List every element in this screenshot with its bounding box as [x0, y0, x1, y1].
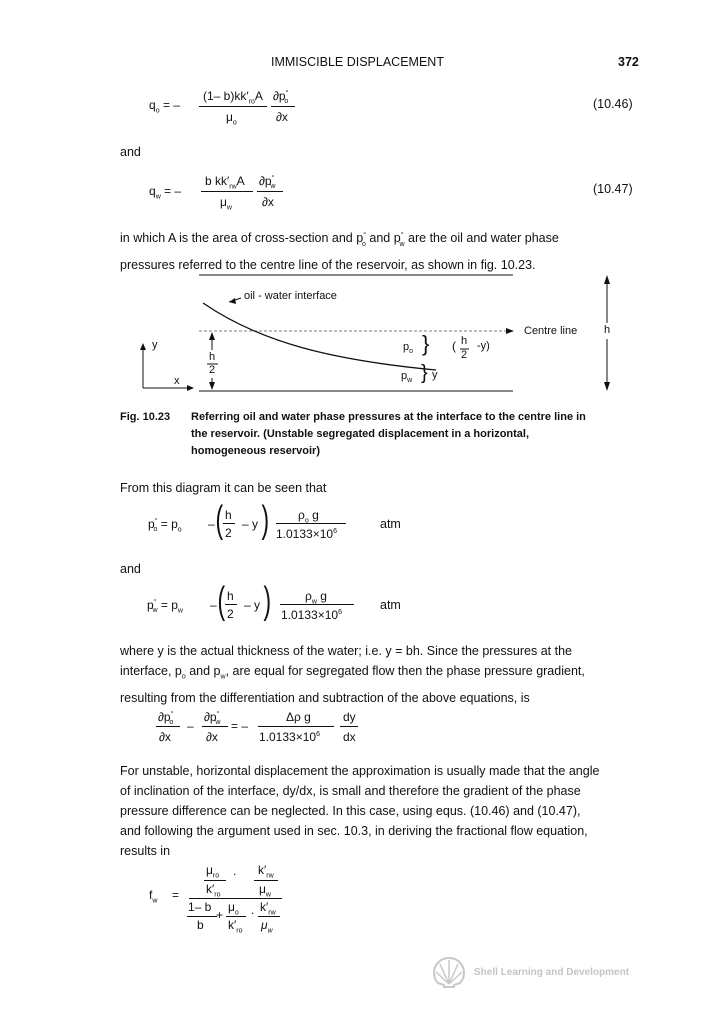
running-header: IMMISCIBLE DISPLACEMENT — [271, 55, 444, 69]
figure-10-23 — [0, 0, 723, 420]
paragraph-diagram-intro: From this diagram it can be seen that — [120, 481, 327, 495]
paragraph-area-definition: in which A is the area of cross-section and $p^\circ_o$ and $p^\circ_w$ are the oil and water phase pressures referred to the centre line of the reservoir, as shown in fig. 10.23. — [120, 231, 559, 272]
y-axis-arrowhead — [140, 343, 146, 350]
centre-line-arrowhead — [506, 328, 514, 334]
interface-pointer-arrowhead — [229, 298, 236, 304]
page-number: 372 — [618, 55, 639, 69]
h-arrow-bottom — [604, 382, 610, 391]
paragraph-unstable-displacement: For unstable, horizontal displacement the approximation is usually made that the angle of inclination of the interface, dy/dx, is small and therefore the gradient of the phase pressure difference can be neglected. In this case, using equs. (10.46) and (10.47), and following the argument used in sec. 10.3, in deriving the fractional flow equation, results in — [120, 764, 600, 858]
x-axis-label: x — [174, 375, 180, 387]
equation-number-10-47: (10.47) — [593, 182, 633, 196]
connector-and: and — [120, 145, 141, 159]
h-label: h — [604, 324, 611, 336]
footer-brand: Shell Learning and Development — [474, 967, 630, 978]
interface-label: oil - water interface — [244, 290, 337, 302]
figure-caption-text: Referring oil and water phase pressures at the interface to the centre line in the reservoir. (Unstable segregated displacement in a horizontal, homogeneous reservoir) — [191, 411, 586, 457]
equation-number-10-46: (10.46) — [593, 97, 633, 111]
oil-water-interface-curve — [203, 303, 436, 370]
connector-and-2: and — [120, 562, 141, 576]
centre-line-label: Centre line — [524, 325, 578, 337]
paragraph-pressure-gradient: where y is the actual thickness of the water; i.e. y = bh. Since the pressures at the interface, $p_o$ and $p_w$, are equal for segregated flow then the phase pressure gradient, resulting from the differentiation and subtraction of the above equations, is — [120, 644, 585, 705]
half-h-denominator: 2 — [209, 364, 216, 376]
h-arrow-top — [604, 275, 610, 284]
y-axis-label: y — [152, 339, 158, 351]
half-h-arrow-bottom — [209, 382, 215, 390]
half-h-arrow-top — [209, 332, 215, 340]
shell-logo-icon — [432, 956, 466, 988]
half-h-numerator: h — [209, 351, 216, 363]
x-axis-arrowhead — [187, 385, 194, 391]
figure-caption-label: Fig. 10.23 — [120, 411, 171, 423]
